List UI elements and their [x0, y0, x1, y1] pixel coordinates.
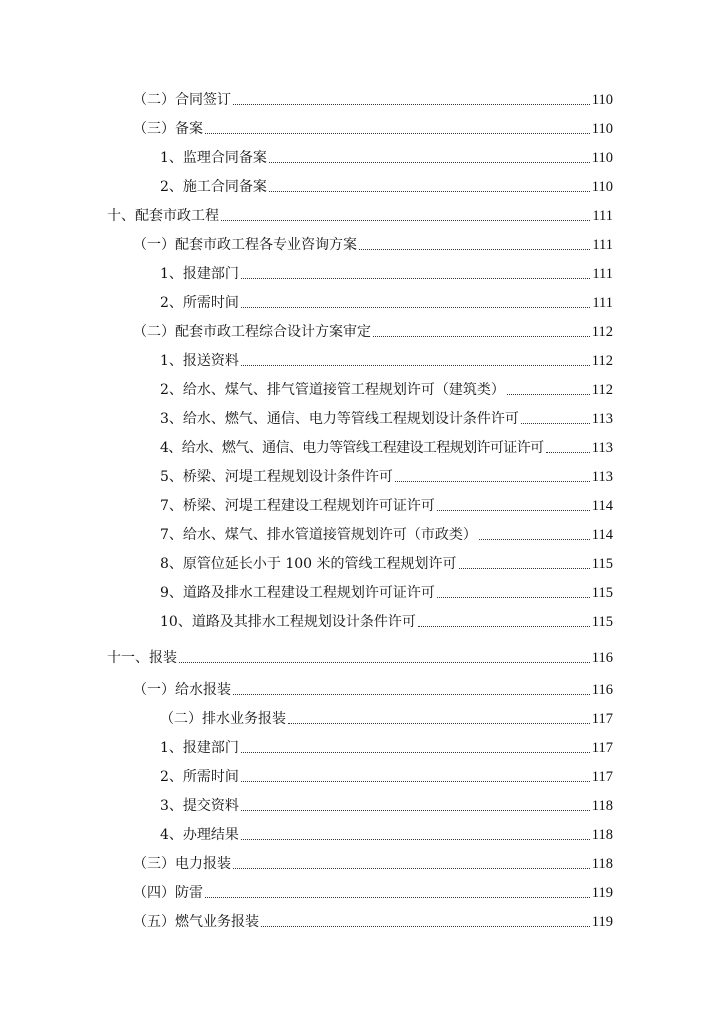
- toc-entry-page: 116: [591, 682, 613, 698]
- toc-entry-page: 115: [591, 614, 613, 630]
- toc-entry-title: 7、桥梁、河堤工程建设工程规划许可证许可: [160, 498, 435, 514]
- toc-entry[interactable]: [160, 261, 613, 283]
- toc-entry-page: 112: [591, 353, 613, 369]
- toc-dot-leader: [233, 694, 590, 695]
- toc-entry[interactable]: [160, 609, 613, 631]
- toc-dot-leader: [507, 394, 590, 395]
- toc-entry-title: （二）配套市政工程综合设计方案审定: [133, 324, 371, 340]
- toc-entry[interactable]: [160, 580, 613, 602]
- toc-entry-title: 9、道路及排水工程建设工程规划许可证许可: [160, 585, 435, 601]
- toc-entry-page: 118: [591, 827, 613, 843]
- toc-entry[interactable]: [133, 677, 613, 699]
- toc-dot-leader: [546, 452, 590, 453]
- toc-dot-leader: [269, 162, 590, 163]
- toc-entry-title: （四）防雷: [133, 885, 203, 901]
- toc-entry[interactable]: [160, 493, 613, 515]
- toc-dot-leader: [418, 626, 590, 627]
- toc-entry-page: 114: [591, 527, 613, 543]
- toc-entry-title: 3、给水、燃气、通信、电力等管线工程规划设计条件许可: [160, 411, 519, 427]
- toc-entry-page: 110: [591, 92, 613, 108]
- toc-entry-title: 4、给水、燃气、通信、电力等管线工程建设工程规划许可证许可: [160, 440, 544, 456]
- toc-dot-leader: [395, 481, 590, 482]
- toc-entry-page: 116: [591, 650, 613, 666]
- toc-entry-page: 115: [591, 585, 613, 601]
- toc-dot-leader: [459, 568, 590, 569]
- toc-entry-page: 113: [591, 469, 613, 485]
- toc-entry-page: 118: [591, 798, 613, 814]
- toc-entry-page: 113: [591, 411, 613, 427]
- toc-dot-leader: [233, 868, 590, 869]
- toc-entry[interactable]: [107, 203, 613, 225]
- toc-entry-title: （三）备案: [133, 121, 203, 137]
- toc-entry-title: 十、配套市政工程: [107, 208, 219, 224]
- toc-entry-page: 113: [591, 440, 613, 456]
- toc-entry-page: 110: [591, 150, 613, 166]
- toc-entry-title: 1、监理合同备案: [160, 150, 267, 166]
- toc-entry-title: 2、所需时间: [160, 295, 239, 311]
- toc-entry-page: 110: [591, 179, 613, 195]
- toc-entry[interactable]: [160, 348, 613, 370]
- toc-entry-title: 2、给水、煤气、排气管道接管工程规划许可（建筑类）: [160, 382, 505, 398]
- toc-dot-leader: [437, 597, 590, 598]
- toc-entry-title: 2、所需时间: [160, 769, 239, 785]
- toc-entry-page: 112: [591, 382, 613, 398]
- toc-entry[interactable]: [160, 406, 613, 428]
- toc-entry[interactable]: [160, 551, 613, 573]
- toc-dot-leader: [233, 104, 590, 105]
- toc-entry[interactable]: [133, 851, 613, 873]
- toc-entry-title: （五）燃气业务报装: [133, 914, 259, 930]
- toc-entry[interactable]: [160, 145, 613, 167]
- toc-entry-page: 110: [591, 121, 613, 137]
- toc-entry-page: 111: [592, 208, 613, 224]
- toc-dot-leader: [521, 423, 590, 424]
- toc-entry-page: 119: [591, 885, 613, 901]
- toc-dot-leader: [373, 336, 590, 337]
- toc-dot-leader: [205, 133, 590, 134]
- toc-dot-leader: [437, 510, 590, 511]
- toc-entry[interactable]: [160, 822, 613, 844]
- toc-dot-leader: [241, 365, 590, 366]
- toc-dot-leader: [359, 249, 590, 250]
- toc-entry[interactable]: [160, 290, 613, 312]
- toc-entry[interactable]: [133, 909, 613, 931]
- toc-entry[interactable]: [160, 174, 613, 196]
- toc-entry-page: 117: [591, 769, 613, 785]
- toc-entry-title: 1、报建部门: [160, 740, 239, 756]
- toc-entry-page: 118: [591, 856, 613, 872]
- toc-dot-leader: [241, 278, 590, 279]
- toc-entry[interactable]: [107, 645, 613, 667]
- toc-entry-title: （二）合同签订: [133, 92, 231, 108]
- toc-entry-page: 115: [591, 556, 613, 572]
- toc-entry-title: （三）电力报装: [133, 856, 231, 872]
- toc-entry-title: 5、桥梁、河堤工程规划设计条件许可: [160, 469, 393, 485]
- toc-entry[interactable]: [160, 464, 613, 486]
- toc-entry-title: （二）排水业务报装: [160, 711, 286, 727]
- toc-dot-leader: [241, 752, 590, 753]
- toc-entry-title: 7、给水、煤气、排水管道接管规划许可（市政类）: [160, 527, 477, 543]
- toc-entry[interactable]: [133, 87, 613, 109]
- toc-entry-page: 117: [591, 711, 613, 727]
- toc-dot-leader: [261, 926, 590, 927]
- toc-entry-title: 3、提交资料: [160, 798, 239, 814]
- toc-dot-leader: [241, 839, 590, 840]
- toc-dot-leader: [288, 723, 590, 724]
- toc-entry-title: 4、办理结果: [160, 827, 239, 843]
- toc-dot-leader: [479, 539, 590, 540]
- toc-entry-page: 117: [591, 740, 613, 756]
- toc-entry[interactable]: [160, 377, 613, 399]
- toc-entry[interactable]: [160, 793, 613, 815]
- toc-entry[interactable]: [160, 522, 613, 544]
- toc-entry-title: 2、施工合同备案: [160, 179, 267, 195]
- toc-entry[interactable]: [160, 706, 613, 728]
- toc-entry-page: 112: [591, 324, 613, 340]
- toc-entry-title: 十一、报装: [107, 650, 177, 666]
- toc-entry-title: 10、道路及其排水工程规划设计条件许可: [160, 614, 416, 630]
- toc-dot-leader: [241, 781, 590, 782]
- toc-entry-page: 111: [592, 295, 613, 311]
- toc-dot-leader: [269, 191, 590, 192]
- toc-entry-page: 114: [591, 498, 613, 514]
- toc-dot-leader: [241, 810, 590, 811]
- toc-dot-leader: [221, 220, 590, 221]
- toc-entry-title: 1、报送资料: [160, 353, 239, 369]
- toc-entry-page: 111: [592, 266, 613, 282]
- toc-entry[interactable]: [160, 435, 613, 457]
- toc-entry[interactable]: [160, 764, 613, 786]
- toc-entry[interactable]: [133, 116, 613, 138]
- toc-dot-leader: [241, 307, 590, 308]
- toc-entry-title: 8、原管位延长小于 100 米的管线工程规划许可: [160, 556, 457, 572]
- toc-entry-title: （一）给水报装: [133, 682, 231, 698]
- toc-entry[interactable]: [133, 880, 613, 902]
- toc-entry[interactable]: [133, 232, 613, 254]
- toc-entry-page: 119: [591, 914, 613, 930]
- toc-entry[interactable]: [133, 319, 613, 341]
- toc-entry-page: 111: [592, 237, 613, 253]
- toc-entry[interactable]: [160, 735, 613, 757]
- toc-entry-title: （一）配套市政工程各专业咨询方案: [133, 237, 357, 253]
- toc-entry-title: 1、报建部门: [160, 266, 239, 282]
- toc-dot-leader: [205, 897, 590, 898]
- toc-dot-leader: [179, 662, 590, 663]
